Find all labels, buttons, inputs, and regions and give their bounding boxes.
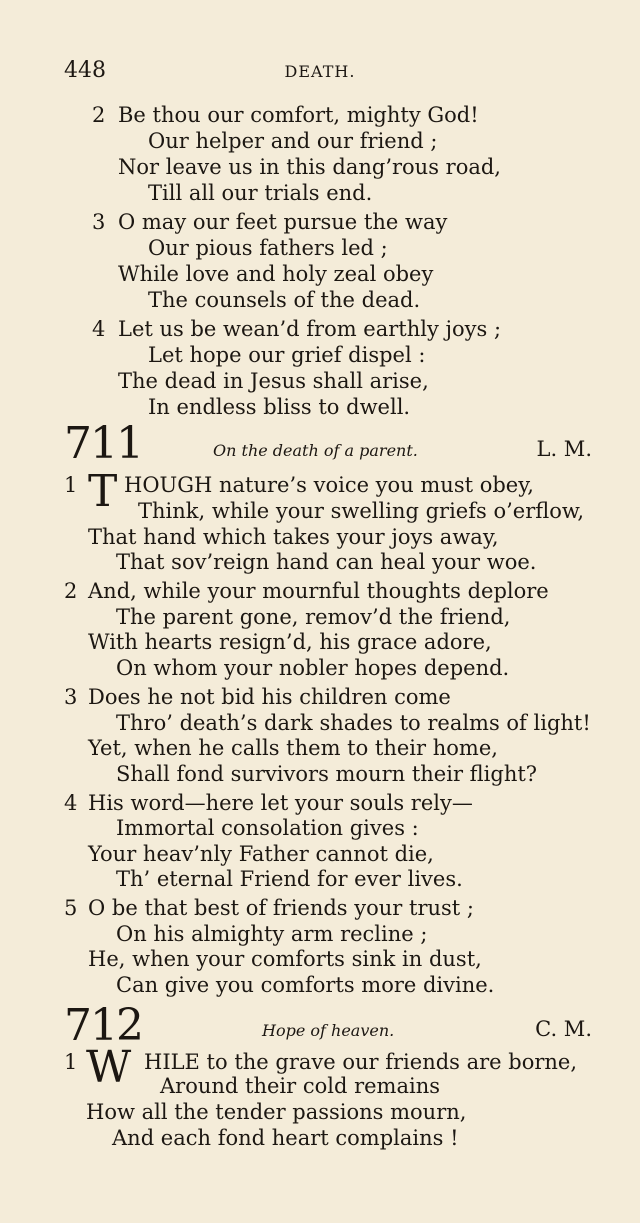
verse-line: Our helper and our friend ; bbox=[148, 129, 438, 153]
page-number: 448 bbox=[64, 58, 106, 83]
drop-cap: W bbox=[86, 1042, 132, 1093]
verse-line: He, when your comforts sink in dust, bbox=[88, 947, 482, 971]
drop-cap: T bbox=[88, 466, 118, 517]
hymn-number: 711 bbox=[64, 418, 142, 469]
verse-number: 3 bbox=[92, 210, 106, 234]
hymn-meter: L. M. bbox=[536, 437, 592, 461]
verse-line: Immortal consolation gives : bbox=[116, 816, 419, 840]
verse-number: 5 bbox=[64, 896, 78, 920]
verse-line: And, while your mournful thoughts deplore bbox=[88, 579, 549, 603]
verse-line: His word—here let your souls rely— bbox=[88, 791, 473, 815]
running-header: DEATH. bbox=[284, 62, 356, 81]
verse-line: Yet, when he calls them to their home, bbox=[88, 736, 498, 760]
verse-line: And each fond heart complains ! bbox=[112, 1126, 459, 1150]
verse-line: The parent gone, remov’d the friend, bbox=[116, 605, 511, 629]
verse-line: How all the tender passions mourn, bbox=[86, 1100, 467, 1124]
verse-line: On his almighty arm recline ; bbox=[116, 922, 428, 946]
verse-line: That hand which takes your joys away, bbox=[88, 525, 499, 549]
verse-line: Your heav’nly Father cannot die, bbox=[88, 842, 434, 866]
verse-number: 2 bbox=[64, 579, 78, 603]
verse-line: The dead in Jesus shall arise, bbox=[118, 369, 429, 393]
verse-number: 4 bbox=[92, 317, 106, 341]
verse-line: That sov’reign hand can heal your woe. bbox=[116, 550, 537, 574]
verse-number: 3 bbox=[64, 685, 78, 709]
verse-line: The counsels of the dead. bbox=[148, 288, 421, 312]
hymn-number: 712 bbox=[64, 1000, 142, 1051]
verse-line: O be that best of friends your trust ; bbox=[88, 896, 474, 920]
verse-line: Till all our trials end. bbox=[148, 181, 373, 205]
verse-number: 4 bbox=[64, 791, 78, 815]
verse-line: Let hope our grief dispel : bbox=[148, 343, 426, 367]
verse-line: Be thou our comfort, mighty God! bbox=[118, 103, 479, 127]
verse-line: HOUGH nature’s voice you must obey, bbox=[124, 473, 534, 497]
hymn-subtitle: On the death of a parent. bbox=[213, 441, 418, 460]
hymn-meter: C. M. bbox=[535, 1017, 592, 1041]
verse-line: Our pious fathers led ; bbox=[148, 236, 388, 260]
verse-line: Nor leave us in this dang’rous road, bbox=[118, 155, 501, 179]
verse-line: Th’ eternal Friend for ever lives. bbox=[116, 867, 463, 891]
verse-line: Around their cold remains bbox=[160, 1074, 440, 1098]
verse-number: 2 bbox=[92, 103, 106, 127]
verse-line: In endless bliss to dwell. bbox=[148, 395, 411, 419]
verse-line: Let us be wean’d from earthly joys ; bbox=[118, 317, 502, 341]
verse-line: With hearts resign’d, his grace adore, bbox=[88, 630, 492, 654]
verse-line: While love and holy zeal obey bbox=[118, 262, 434, 286]
verse-line: Thro’ death’s dark shades to realms of light! bbox=[116, 711, 591, 735]
verse-line: Think, while your swelling griefs o’erflow, bbox=[138, 499, 585, 523]
verse-line: O may our feet pursue the way bbox=[118, 210, 448, 234]
verse-number: 1 bbox=[64, 1050, 78, 1074]
hymn-subtitle: Hope of heaven. bbox=[262, 1021, 395, 1040]
verse-line: Does he not bid his children come bbox=[88, 685, 451, 709]
verse-number: 1 bbox=[64, 473, 78, 497]
verse-line: On whom your nobler hopes depend. bbox=[116, 656, 510, 680]
verse-line: Can give you comforts more divine. bbox=[116, 973, 495, 997]
verse-line: Shall fond survivors mourn their flight? bbox=[116, 762, 538, 786]
verse-line: HILE to the grave our friends are borne, bbox=[144, 1050, 578, 1074]
